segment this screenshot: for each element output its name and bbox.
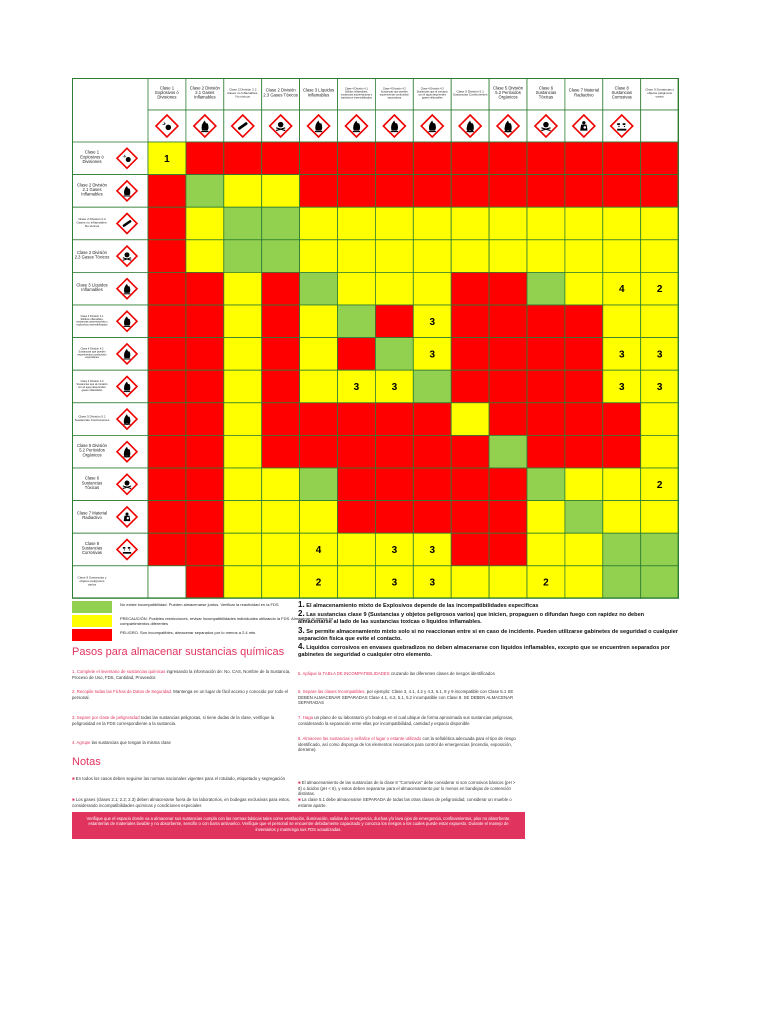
col-header-3: Clase 2 División 2.2 Gases no Inflamables-No tóxicos: [227, 87, 259, 99]
matrix-cell-14-10: [489, 566, 527, 599]
numbered-note-2: 2. Las sustancias clase 9 (Sustancias y objetos peligrosos varios) que inicien, propaguen o difundan fuego con rapidez no deben almacenarse al lado de las sustancias toxicas o liquidos inflamables.: [298, 609, 645, 626]
matrix-cell-9-3: [224, 403, 262, 436]
col-header-2: Clase 2 División 2.1 Gases Inflamables: [189, 85, 220, 100]
col-header-4: Clase 2 División 2.3 Gases Tóxicos: [263, 87, 298, 98]
col-header-1: Clase 1 Explosivos ó Divisiones: [155, 85, 179, 100]
matrix-cell-10-4: [262, 435, 300, 468]
col-header-8: Clase 4 División 4.3 Sustancias que al contacto con el agua desprenden gases inflamables: [416, 87, 448, 100]
matrix-cell-5-11: [527, 272, 565, 305]
matrix-cell-12-3: [224, 501, 262, 534]
matrix-cell-13-12: [565, 533, 603, 566]
matrix-cell-12-6: [338, 501, 376, 534]
matrix-cell-10-14: [641, 435, 679, 468]
matrix-cell-11-4: [262, 468, 300, 501]
matrix-cell-7-4: [262, 338, 300, 371]
step-8: 8. Almacene las sustancias y señalice el lugar o estante utilizado con la señalética adecuada para el tipo de riesgo identificado, así como disponga de los elementos necesarios para control de emergencias (incendio, exposición, derrame).: [298, 736, 516, 753]
matrix-cell-7-10: [489, 338, 527, 371]
matrix-cell-13-1: [148, 533, 186, 566]
matrix-cell-1-10: [489, 142, 527, 175]
matrix-cell-13-3: [224, 533, 262, 566]
numbered-note-4: 4. Líquidos corrosivos en envases quebradizos no deben almacenarse con liquidos inflamables, excepto que se encuentren separados por gabinetes de seguridad o cualquier otro elemento.: [298, 642, 670, 659]
matrix-cell-7-12: [565, 338, 603, 371]
row-header-2: Clase 2 División 2.1 Gases Inflamables: [76, 182, 108, 197]
matrix-cell-4-6: [338, 240, 376, 273]
matrix-cell-9-7: [375, 403, 413, 436]
matrix-cell-11-11: [527, 468, 565, 501]
matrix-cell-9-13: [603, 403, 641, 436]
matrix-cell-12-10: [489, 501, 527, 534]
col-header-11: Clase 6 Sustancias Tóxicas: [535, 85, 557, 100]
matrix-cell-14-1: [148, 566, 186, 599]
matrix-cell-3-1: [148, 207, 186, 240]
nota-3: ■ El almacenamiento de las sustancias de la clase 8 "Corrosivos" debe considerar si son corrosivos básicos (pH > 8) o ácidos (pH < 6), y estos deben separarse para el almacenamiento por lo menos en bandejas de contención distintas.: [298, 780, 516, 797]
matrix-cell-12-8: [413, 501, 451, 534]
row-headers: [72, 142, 148, 598]
cell-note-number: 3: [353, 382, 360, 393]
legend-row-yellow: [72, 615, 334, 629]
matrix-cell-4-13: [603, 240, 641, 273]
legend-swatch-yellow: [72, 615, 112, 627]
matrix-cell-1-7: [375, 142, 413, 175]
numbered-notes: [298, 601, 678, 659]
cell-note-number: 3: [429, 577, 436, 589]
matrix-cell-12-12: [565, 501, 603, 534]
matrix-cell-6-1: [148, 305, 186, 338]
nota-2: ■ Los gases (clases 2.1; 2.2; 2.3) deben almacenarse fuera de los laboratorios, en bodegas exclusivas para estos, considerando incompatibilidades químicas y condiciones especiales: [72, 797, 291, 808]
matrix-cell-1-6: [338, 142, 376, 175]
matrix-cell-7-7: [375, 338, 413, 371]
cell-note-number: 4: [618, 284, 625, 296]
legend-text-yellow: PRECAUCIÓN. Posibles restricciones, revisar incompatibilidades individuales utilizando la FDS. Almacenar al menos en compartimientos diferentes: [120, 616, 334, 626]
step-1: 1. Complete el inventario de sustancias químicas ingresando la información de: No. CAS, Nombre de la Sustancia, Proceso de Uso, FDS, Cantidad, Proveedor.: [72, 669, 291, 680]
matrix-cell-9-4: [262, 403, 300, 436]
step-7: 7. Haga un plano de su laboratorio y/o bodega en el cual ubique de forma aproximada sus sustancias peligrosas, considerando la separación entre ellas por incompatibilidad, cantidad y espacio disponible: [298, 715, 514, 726]
steps-title: Pasos para almacenar sustancias químicas: [72, 646, 285, 658]
matrix-cell-8-8: [413, 370, 451, 403]
matrix-cell-10-13: [603, 435, 641, 468]
matrix-cell-3-11: [527, 207, 565, 240]
matrix-cell-4-10: [489, 240, 527, 273]
matrix-cell-8-11: [527, 370, 565, 403]
matrix-cell-13-6: [338, 533, 376, 566]
matrix-cell-12-9: [451, 501, 489, 534]
cell-note-number: 3: [429, 316, 436, 328]
col-header-7: Clase 4 División 4.2 Sustancias que pueden experimentar combustión espontánea: [379, 87, 409, 100]
matrix-cell-14-14: [641, 566, 679, 599]
matrix-cell-9-6: [338, 403, 376, 436]
matrix-cell-9-8: [413, 403, 451, 436]
matrix-cell-2-11: [527, 175, 565, 208]
matrix-cell-11-1: [148, 468, 186, 501]
matrix-cell-7-9: [451, 338, 489, 371]
cell-note-number: 3: [618, 349, 625, 361]
matrix-cell-1-5: [300, 142, 338, 175]
matrix-cell-11-12: [565, 468, 603, 501]
row-header-12: Clase 7 Material Radiactivo: [76, 510, 108, 521]
cell-note-number: 3: [618, 382, 625, 393]
matrix-cell-1-2: [186, 142, 224, 175]
matrix-cell-12-14: [641, 501, 679, 534]
matrix-cell-7-1: [148, 338, 186, 371]
matrix-cell-11-7: [375, 468, 413, 501]
matrix-cell-3-9: [451, 207, 489, 240]
matrix-cell-6-13: [603, 305, 641, 338]
legend-row-green: [72, 601, 292, 615]
matrix-cell-2-12: [565, 175, 603, 208]
cell-note-number: 3: [391, 545, 398, 556]
matrix-cell-11-9: [451, 468, 489, 501]
matrix-cell-2-14: [641, 175, 679, 208]
matrix-cell-14-3: [224, 566, 262, 599]
matrix-cell-1-14: [641, 142, 679, 175]
legend-row-red: [72, 629, 292, 643]
matrix-cell-3-10: [489, 207, 527, 240]
matrix-cell-6-7: [375, 305, 413, 338]
matrix-cell-9-9: [451, 403, 489, 436]
step-4: 4. Agrupe las sustancias que tengan la misma clase: [72, 740, 171, 745]
matrix-cell-4-14: [641, 240, 679, 273]
matrix-cell-5-10: [489, 272, 527, 305]
matrix-cell-2-2: [186, 175, 224, 208]
matrix-cell-10-5: [300, 435, 338, 468]
incompatibility-matrix: [72, 78, 679, 600]
cell-note-number: 1: [164, 153, 170, 165]
matrix-cell-2-10: [489, 175, 527, 208]
matrix-cell-6-3: [224, 305, 262, 338]
matrix-cell-8-1: [148, 370, 186, 403]
matrix-cell-6-10: [489, 305, 527, 338]
cell-note-number: 3: [656, 349, 663, 361]
matrix-cell-10-7: [375, 435, 413, 468]
matrix-cell-5-6: [338, 272, 376, 305]
matrix-cell-5-1: [148, 272, 186, 305]
matrix-cell-7-5: [300, 338, 338, 371]
matrix-cell-4-3: [224, 240, 262, 273]
matrix-cell-8-5: [300, 370, 338, 403]
matrix-cell-7-11: [527, 338, 565, 371]
step-6: 6. Separe las clases Incompatibles, por ejemplo: Clase 3, 4.1, 4.2 y 4.3, 6.1, 8 y 9 incompatible con Clase 5.1 SE DEBEN ALMACENAR SEPARADAS Clase 4.1, 4.2, 5.1, 5.2 incompatible con Clase 8. SE DEBEN ALMACENAR SEPARADAS: [298, 689, 514, 706]
cell-note-number: 2: [543, 577, 549, 589]
matrix-cell-2-7: [375, 175, 413, 208]
row-header-5: Clase 3 Líquidos Inflamables: [76, 282, 108, 293]
matrix-cell-3-8: [413, 207, 451, 240]
matrix-cell-1-8: [413, 142, 451, 175]
cell-note-number: 2: [656, 284, 663, 296]
nota-1: ■ En todos los casos deben seguirse las normas nacionales vigentes para el rotulado, etiquetado y segregación: [72, 776, 286, 781]
matrix-cell-11-2: [186, 468, 224, 501]
matrix-cell-8-2: [186, 370, 224, 403]
matrix-cell-10-8: [413, 435, 451, 468]
cell-note-number: 3: [429, 349, 436, 361]
cell-note-number: 3: [656, 382, 663, 393]
col-header-13: Clase 8 Sustancias Corrosivas: [611, 85, 632, 100]
col-header-5: Clase 3 Líquidos Inflamables: [302, 87, 335, 98]
matrix-cell-14-13: [603, 566, 641, 599]
matrix-cell-12-5: [300, 501, 338, 534]
matrix-cell-10-2: [186, 435, 224, 468]
row-header-3: Clase 2 División 2.2 Gases no Inflamables-No tóxicos: [76, 217, 108, 228]
matrix-cell-1-11: [527, 142, 565, 175]
matrix-cell-2-3: [224, 175, 262, 208]
matrix-cell-6-9: [451, 305, 489, 338]
legend-text-green: No existe incompatibilidad. Pueden almacenarse juntos. Verificar la reactividad en la FDS: [120, 602, 279, 607]
matrix-cell-4-9: [451, 240, 489, 273]
matrix-cell-14-12: [565, 566, 603, 599]
row-header-14: Clase 9 Sustancias y objetos peligrosos varios: [77, 575, 107, 587]
matrix-cell-3-13: [603, 207, 641, 240]
matrix-cell-10-11: [527, 435, 565, 468]
matrix-cell-14-4: [262, 566, 300, 599]
matrix-cell-10-1: [148, 435, 186, 468]
row-header-6: Clase 4 División 4.1 Sólidos inflamables, sustancias autorreactivas y explosivos insensibilizados: [76, 315, 108, 327]
matrix-cell-12-1: [148, 501, 186, 534]
verification-banner: Verifique que el espacio donde va a almacenar sus sustancias cumpla con las normas básicas tales como ventilación, iluminación, salidas de emergencia, duchas y/o lava ojos de emergencia, confinamientos, piso no absorbente, estanterías de materiales lavable y no absorbente, sencillo o con barra antivuelco. Verifique que el personal se encuentre debidamente capacitado y conozca los riesgos a los cuales puede estar expuesto. Durante el manejo de inventarios y mantenga sus FDS actualizadas.: [72, 812, 525, 839]
row-header-10: Clase 5 División 5.2 Peróxidos Orgánicos: [76, 443, 108, 458]
matrix-cell-2-4: [262, 175, 300, 208]
matrix-cell-7-3: [224, 338, 262, 371]
cell-note-number: 3: [391, 577, 398, 589]
matrix-cell-9-12: [565, 403, 603, 436]
matrix-cell-14-2: [186, 566, 224, 599]
matrix-cell-9-5: [300, 403, 338, 436]
matrix-cell-5-2: [186, 272, 224, 305]
matrix-cell-11-8: [413, 468, 451, 501]
matrix-cell-13-13: [603, 533, 641, 566]
matrix-cell-1-9: [451, 142, 489, 175]
col-header-10: Clase 5 División 5.2 Peróxidos Orgánicos: [493, 85, 524, 100]
cell-note-number: 2: [315, 577, 322, 589]
matrix-cell-14-6: [338, 566, 376, 599]
matrix-cell-4-11: [527, 240, 565, 273]
legend-text-red: PELIGRO. Son incompatibles, almacenar separados por lo menos a 2.4 mts: [120, 630, 256, 635]
matrix-cell-11-6: [338, 468, 376, 501]
cell-note-number: 3: [429, 545, 436, 556]
numbered-note-1: 1. El almacenamiento mixto de Explosivos depende de las incompatibilidades especificas: [298, 600, 539, 609]
matrix-cell-13-14: [641, 533, 679, 566]
matrix-cell-3-12: [565, 207, 603, 240]
matrix-cell-12-11: [527, 501, 565, 534]
matrix-cell-2-8: [413, 175, 451, 208]
matrix-cell-1-13: [603, 142, 641, 175]
matrix-cell-2-1: [148, 175, 186, 208]
matrix-cell-4-8: [413, 240, 451, 273]
matrix-cell-4-7: [375, 240, 413, 273]
matrix-cell-8-3: [224, 370, 262, 403]
matrix-cell-12-2: [186, 501, 224, 534]
matrix-cell-3-7: [375, 207, 413, 240]
matrix-cell-12-4: [262, 501, 300, 534]
matrix-cell-11-13: [603, 468, 641, 501]
matrix-cell-4-12: [565, 240, 603, 273]
matrix-cell-2-13: [603, 175, 641, 208]
cell-note-number: 2: [656, 479, 663, 491]
cell-note-number: 4: [315, 545, 322, 556]
matrix-cell-11-5: [300, 468, 338, 501]
step-3: 3. Separe por clase de peligrosidad todas las sustancias peligrosas, si tiene dudas de la clase, verifique la peligrosidad en la FDS correspondiente a la sustancia.: [72, 715, 275, 726]
matrix-cell-6-12: [565, 305, 603, 338]
matrix-cell-8-12: [565, 370, 603, 403]
row-header-9: Clase 5 División 5.1 Sustancias Comburentes: [74, 414, 110, 422]
matrix-cell-9-14: [641, 403, 679, 436]
matrix-cell-1-4: [262, 142, 300, 175]
matrix-grid: [72, 78, 679, 600]
matrix-cell-5-7: [375, 272, 413, 305]
row-header-11: Clase 6 Sustancias Tóxicas: [81, 475, 103, 490]
matrix-cell-13-11: [527, 533, 565, 566]
matrix-cell-4-5: [300, 240, 338, 273]
matrix-cell-10-3: [224, 435, 262, 468]
matrix-cell-10-6: [338, 435, 376, 468]
matrix-cell-4-4: [262, 240, 300, 273]
matrix-cell-9-10: [489, 403, 527, 436]
nota-4: ■ La clase 5.1 debe almacenarse SEPARADA de todas las otras clases de peligrosidad, considerar un mueble o estante aparte.: [298, 797, 512, 808]
matrix-cell-2-5: [300, 175, 338, 208]
matrix-cell-13-10: [489, 533, 527, 566]
matrix-cell-5-3: [224, 272, 262, 305]
matrix-cell-4-2: [186, 240, 224, 273]
matrix-cell-3-5: [300, 207, 338, 240]
row-header-13: Clase 8 Sustancias Corrosivas: [81, 540, 103, 556]
matrix-cell-12-7: [375, 501, 413, 534]
matrix-cell-12-13: [603, 501, 641, 534]
matrix-cell-2-6: [338, 175, 376, 208]
matrix-cell-3-14: [641, 207, 679, 240]
matrix-cell-5-5: [300, 272, 338, 305]
matrix-cell-6-6: [338, 305, 376, 338]
color-legend: [72, 601, 334, 643]
col-header-14: Clase 9 Sustancias y objetos peligrosos varios: [645, 87, 675, 99]
matrix-cell-6-11: [527, 305, 565, 338]
matrix-cell-5-9: [451, 272, 489, 305]
row-header-4: Clase 2 División 2.3 Gases Tóxicos: [74, 249, 110, 260]
matrix-cell-7-6: [338, 338, 376, 371]
matrix-cell-3-4: [262, 207, 300, 240]
matrix-cell-14-9: [451, 566, 489, 599]
matrix-cell-9-1: [148, 403, 186, 436]
cell-note-number: 3: [391, 382, 398, 393]
row-header-8: Clase 4 División 4.3 Sustancias que al contacto con el agua desprenden gases inflamables: [76, 380, 108, 392]
matrix-cell-3-2: [186, 207, 224, 240]
legend-swatch-green: [72, 601, 112, 613]
matrix-cell-6-4: [262, 305, 300, 338]
matrix-cell-5-12: [565, 272, 603, 305]
row-header-1: Clase 1 Explosivos ó Divisiones: [80, 149, 104, 164]
col-header-12: Clase 7 Material Radiactivo: [568, 87, 599, 98]
col-header-6: Clase 4 División 4.1 Sólidos inflamables, sustancias autorreactivas y explosivos insensibilizados: [340, 87, 373, 100]
matrix-cell-13-9: [451, 533, 489, 566]
matrix-cell-8-10: [489, 370, 527, 403]
matrix-cell-11-10: [489, 468, 527, 501]
matrix-cell-6-2: [186, 305, 224, 338]
matrix-cell-5-4: [262, 272, 300, 305]
matrix-cell-8-4: [262, 370, 300, 403]
matrix-cell-1-12: [565, 142, 603, 175]
matrix-cell-3-6: [338, 207, 376, 240]
step-2: 2. Recopile todas las Fichas de Datos de Seguridad. Mantenga en un lugar de fácil acceso y conocido por todo el personal.: [72, 689, 288, 700]
matrix-cell-9-2: [186, 403, 224, 436]
numbered-note-3: 3. Se permite almacenamiento mixto solo si no reaccionan entre si en caso de incidente. Pueden utilizarse gabinetes de seguridad o cualquier separación física que evite el contacto.: [298, 625, 679, 642]
matrix-cell-9-11: [527, 403, 565, 436]
matrix-cell-6-14: [641, 305, 679, 338]
row-header-7: Clase 4 División 4.2 Sustancias que pueden experimentar combustión espontánea: [77, 347, 107, 360]
matrix-cell-6-5: [300, 305, 338, 338]
matrix-cell-8-9: [451, 370, 489, 403]
step-5: 5. Aplique la TABLA DE INCOMPATIBILIDADES cruzando las diferentes clases de riesgos identificados: [298, 671, 495, 676]
matrix-cell-10-12: [565, 435, 603, 468]
matrix-cell-7-2: [186, 338, 224, 371]
matrix-cell-10-9: [451, 435, 489, 468]
matrix-cell-2-9: [451, 175, 489, 208]
notas-title: Notas: [72, 756, 101, 768]
matrix-cell-11-3: [224, 468, 262, 501]
matrix-cell-5-8: [413, 272, 451, 305]
matrix-cell-3-3: [224, 207, 262, 240]
matrix-cell-4-1: [148, 240, 186, 273]
matrix-cell-1-3: [224, 142, 262, 175]
matrix-cells: [148, 142, 679, 598]
col-header-9: Clase 5 División 5.1 Sustancias Comburentes: [452, 89, 488, 97]
matrix-cell-10-10: [489, 435, 527, 468]
matrix-cell-13-2: [186, 533, 224, 566]
legend-swatch-red: [72, 629, 112, 641]
matrix-cell-13-4: [262, 533, 300, 566]
column-headers: [148, 78, 679, 142]
